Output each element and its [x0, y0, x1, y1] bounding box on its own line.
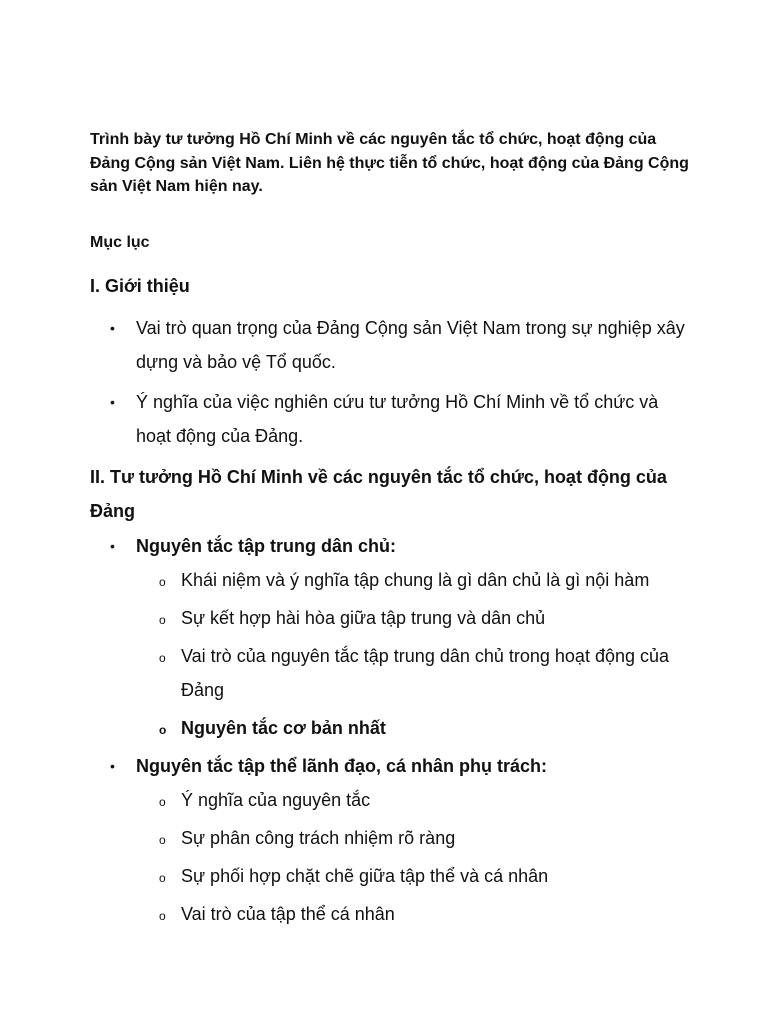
- sub-list-item-text: Nguyên tắc cơ bản nhất: [181, 718, 386, 738]
- sub-list-item: [136, 601, 710, 635]
- section-1-list: [90, 311, 690, 459]
- circle-bullet-icon: o: [159, 833, 166, 847]
- list-item: [90, 311, 690, 379]
- document-title: Trình bày tư tưởng Hồ Chí Minh về các nguyên tắc tổ chức, hoạt động của Đảng Cộng sản Việt Nam. Liên hệ thực tiễn tổ chức, hoạt động của Đảng Cộng sản Việt Nam hiện nay.: [90, 131, 689, 195]
- sub-list-item: [136, 783, 710, 817]
- toc-label: Mục lục: [90, 234, 150, 251]
- sub-list-item: [136, 897, 710, 931]
- bullet-icon: •: [110, 394, 115, 410]
- section-2-heading: II. Tư tưởng Hồ Chí Minh về các nguyên tắc tổ chức, hoạt động của Đảng: [90, 467, 667, 521]
- list-item-text: Vai trò quan trọng của Đảng Cộng sản Việt Nam trong sự nghiệp xây dựng và bảo vệ Tổ quốc.: [136, 318, 685, 372]
- sub-list-item-text: Sự phối hợp chặt chẽ giữa tập thể và cá nhân: [181, 866, 549, 886]
- sub-list-item: [136, 859, 710, 893]
- principle-label: Nguyên tắc tập trung dân chủ:: [136, 536, 397, 556]
- circle-bullet-icon: o: [159, 613, 166, 627]
- sub-list-item-text: Khái niệm và ý nghĩa tập chung là gì dân chủ là gì nội hàm: [181, 570, 650, 590]
- sub-list-item: [136, 711, 710, 745]
- sub-list-item-text: Vai trò của tập thể cá nhân: [181, 904, 395, 924]
- section-1-heading: I. Giới thiệu: [90, 276, 190, 296]
- sub-list-item: [136, 563, 710, 597]
- circle-bullet-icon: o: [159, 575, 166, 589]
- bullet-icon: •: [110, 538, 115, 554]
- sub-list-item: [136, 639, 710, 707]
- circle-bullet-icon: o: [159, 871, 166, 885]
- circle-bullet-icon: o: [159, 909, 166, 923]
- sub-list-item-text: Ý nghĩa của nguyên tắc: [181, 790, 371, 810]
- principle-item: [90, 749, 710, 931]
- circle-bullet-icon: o: [159, 795, 166, 809]
- sub-list-item: [136, 821, 710, 855]
- list-item: [90, 385, 690, 453]
- sub-list-item-text: Sự phân công trách nhiệm rõ ràng: [181, 828, 456, 848]
- sub-list-item-text: Vai trò của nguyên tắc tập trung dân chủ trong hoạt động của Đảng: [181, 646, 670, 700]
- bullet-icon: •: [110, 758, 115, 774]
- principle-sublist: [136, 783, 710, 931]
- bullet-icon: •: [110, 320, 115, 336]
- principle-item: [90, 529, 710, 745]
- principle-label: Nguyên tắc tập thể lãnh đạo, cá nhân phụ trách:: [136, 756, 548, 776]
- list-item-text: Ý nghĩa của việc nghiên cứu tư tưởng Hồ Chí Minh về tổ chức và hoạt động của Đảng.: [136, 392, 659, 446]
- circle-bullet-icon: o: [159, 651, 166, 665]
- section-2-list: [90, 529, 710, 935]
- sub-list-item-text: Sự kết hợp hài hòa giữa tập trung và dân chủ: [181, 608, 546, 628]
- circle-bullet-icon: o: [159, 723, 167, 737]
- principle-sublist: [136, 563, 710, 745]
